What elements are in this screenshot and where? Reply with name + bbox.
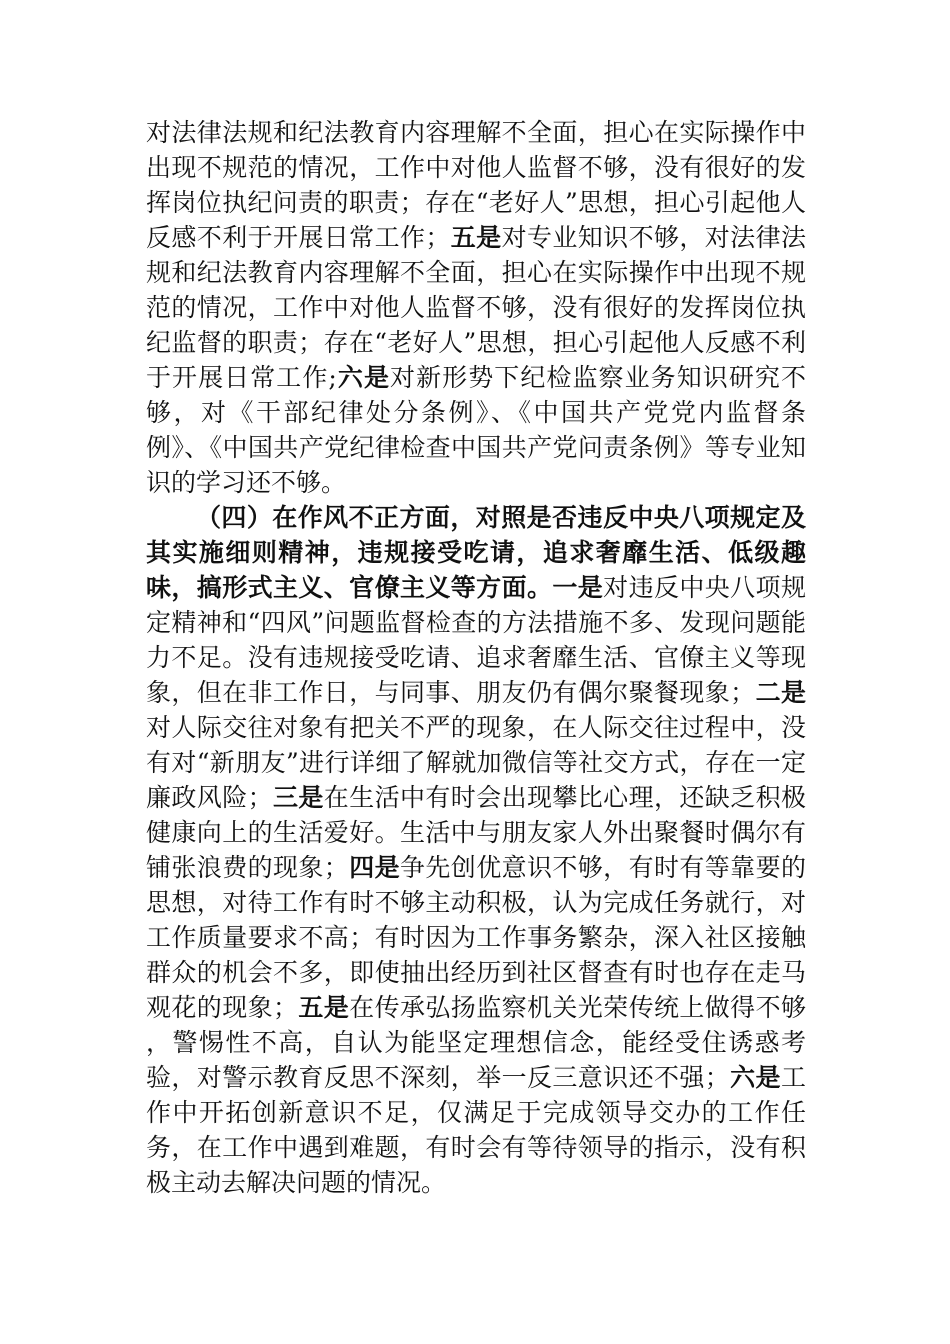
text-run: 工作中开拓创新意识不足，仅满足于完成领导交办的工作任务，在工作中遇到难题，有时会有等待领导的指示，没有积极主动去解决问题的情况。 xyxy=(146,1063,806,1197)
bold-marker: 五是 xyxy=(450,223,502,252)
paragraph-section-four xyxy=(146,500,806,1200)
text-run: 对新形势下纪检监察业务知识研究不够，对《干部纪律处分条例》、《中国共产党党内监督条例》、《中国共产党纪律检查中国共产党问责条例》等专业知识的学习还不够。 xyxy=(146,363,806,497)
text-run: 对违反中央八项规定精神和“四风”问题监督检查的方法措施不多、发现问题能力不足。没有违规接受吃请、追求奢靡生活、官僚主义等现象，但在非工作日，与同事、朋友仍有偶尔聚餐现象； xyxy=(146,573,806,707)
bold-marker: 五是 xyxy=(298,993,350,1022)
document-page xyxy=(146,115,806,1200)
bold-marker: 四是 xyxy=(348,853,400,882)
bold-marker: 六是 xyxy=(336,363,391,392)
paragraph-continuation xyxy=(146,115,806,500)
section-heading: （四）在作风不正方面，对照是否违反中央八项规定及其实施细则精神，违规接受吃请，追求奢靡生活、低级趣味，搞形式主义、官僚主义等方面。 xyxy=(146,503,806,602)
bold-marker: 三是 xyxy=(272,783,324,812)
text-run: 在生活中有时会出现攀比心理，还缺乏积极健康向上的生活爱好。生活中与朋友家人外出聚餐时偶尔有铺张浪费的现象； xyxy=(146,783,806,882)
bold-marker: 一是 xyxy=(552,573,604,602)
bold-marker: 六是 xyxy=(729,1063,781,1092)
text-run: 对人际交往对象有把关不严的现象，在人际交往过程中，没有对“新朋友”进行详细了解就加微信等社交方式，存在一定廉政风险； xyxy=(146,713,806,812)
text-run: 争先创优意识不够，有时有等靠要的思想，对待工作有时不够主动积极，认为完成任务就行，对工作质量要求不高；有时因为工作事务繁杂，深入社区接触群众的机会不多，即使抽出经历到社区督查有时也存在走马观花的现象； xyxy=(146,853,806,1022)
text-run: 对专业知识不够，对法律法规和纪法教育内容理解不全面，担心在实际操作中出现不规范的情况，工作中对他人监督不够，没有很好的发挥岗位执纪监督的职责；存在“老好人”思想，担心引起他人反感不利于开展日常工作; xyxy=(146,223,806,392)
bold-marker: 二是 xyxy=(755,678,806,707)
text-run: 对法律法规和纪法教育内容理解不全面，担心在实际操作中出现不规范的情况，工作中对他人监督不够，没有很好的发挥岗位执纪问责的职责；存在“老好人”思想，担心引起他人反感不利于开展日常工作； xyxy=(146,118,806,252)
text-run: 在传承弘扬监察机关光荣传统上做得不够 ，警惕性不高，自认为能坚定理想信念，能经受住诱惑考验，对警示教育反思不深刻，举一反三意识还不强； xyxy=(146,993,806,1092)
